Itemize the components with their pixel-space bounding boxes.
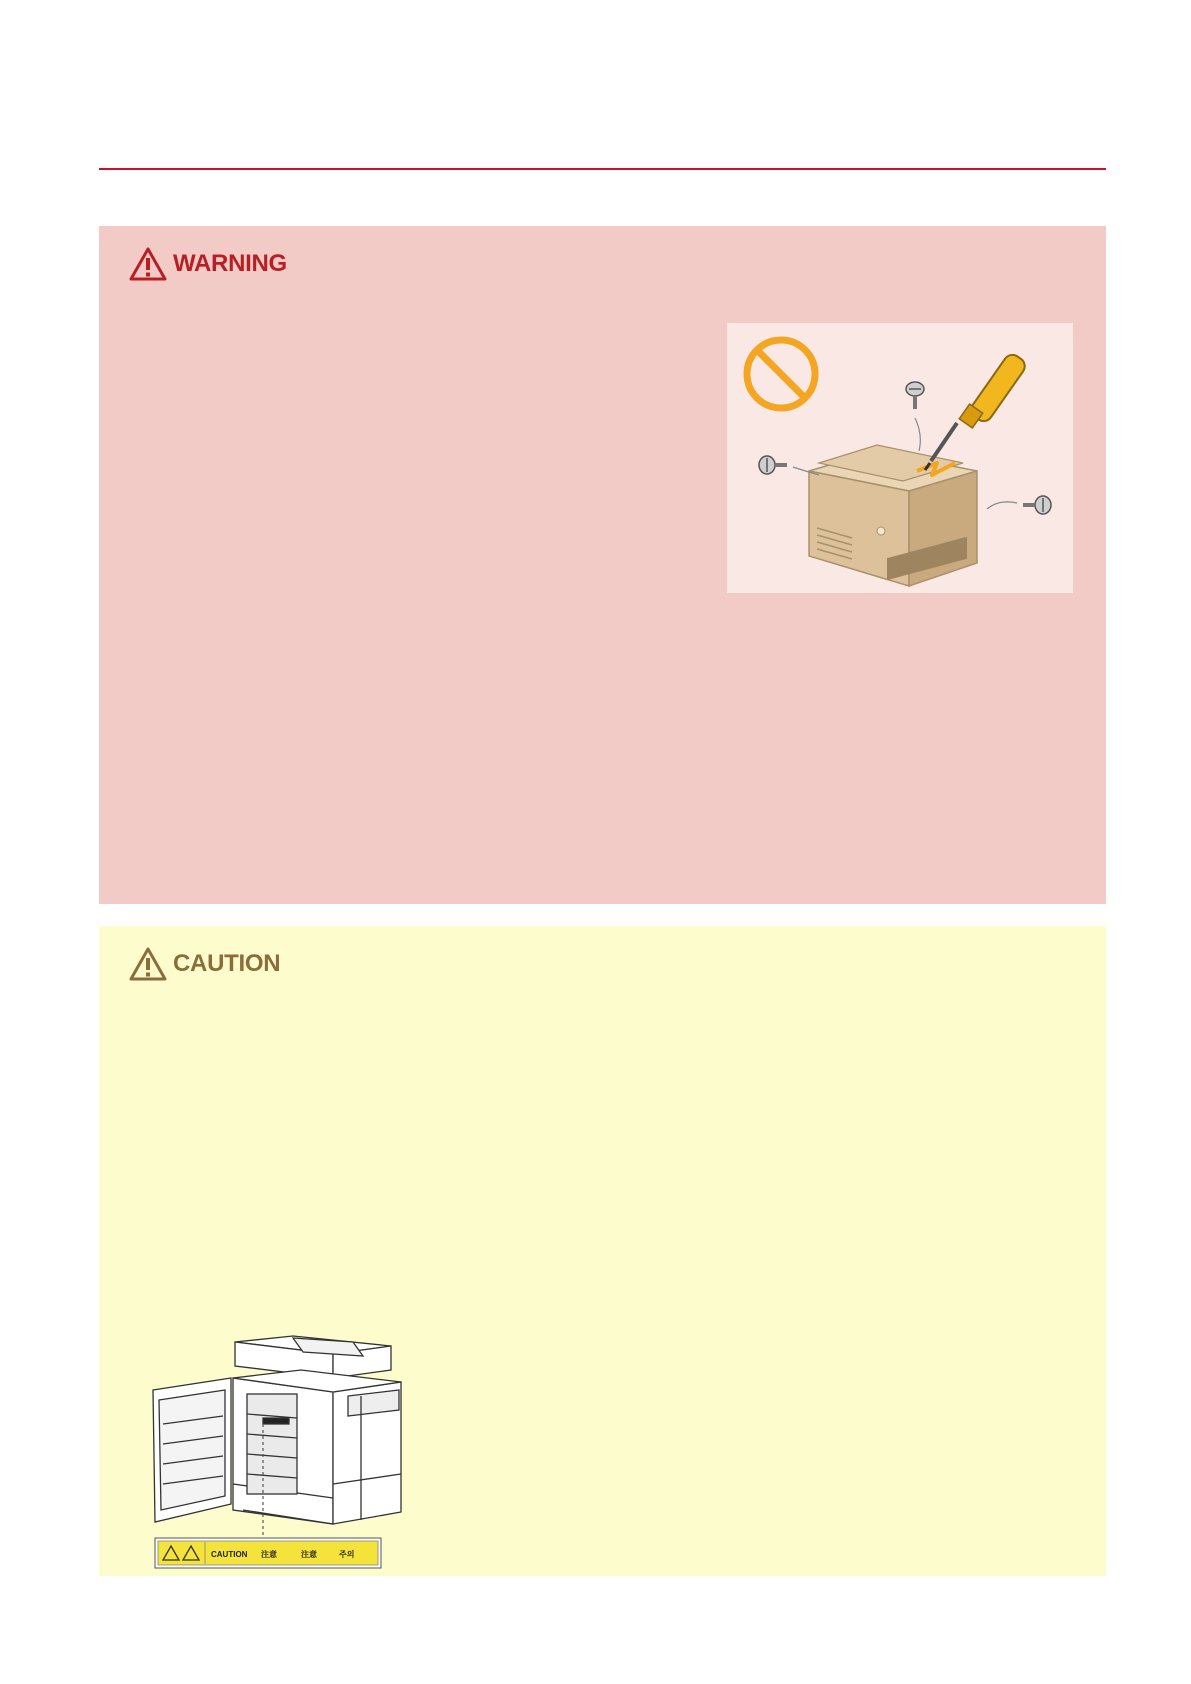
warning-triangle-icon <box>129 247 167 281</box>
section-divider <box>99 168 1106 170</box>
warning-title: WARNING <box>173 250 287 277</box>
label-text-cn: 注意 <box>301 1550 317 1559</box>
screwdriver-icon <box>925 351 1028 470</box>
screw-icon <box>906 382 924 451</box>
caution-box <box>99 926 1106 1576</box>
label-text-jp: 注意 <box>261 1550 277 1559</box>
warning-box <box>99 226 1106 904</box>
label-text-kr: 주의 <box>339 1550 355 1559</box>
caution-heading <box>129 947 280 981</box>
copier-label-illustration <box>143 1334 431 1570</box>
label-text-caution: CAUTION <box>211 1550 248 1559</box>
caution-title: CAUTION <box>173 950 281 977</box>
screw-icon <box>759 456 819 475</box>
screw-icon <box>987 496 1051 514</box>
prohibition-icon <box>747 340 815 408</box>
no-disassembly-illustration <box>727 323 1073 593</box>
caution-triangle-icon <box>129 947 167 981</box>
warning-heading <box>129 247 287 281</box>
caution-label-sticker <box>155 1538 381 1568</box>
copier-icon <box>153 1336 401 1524</box>
